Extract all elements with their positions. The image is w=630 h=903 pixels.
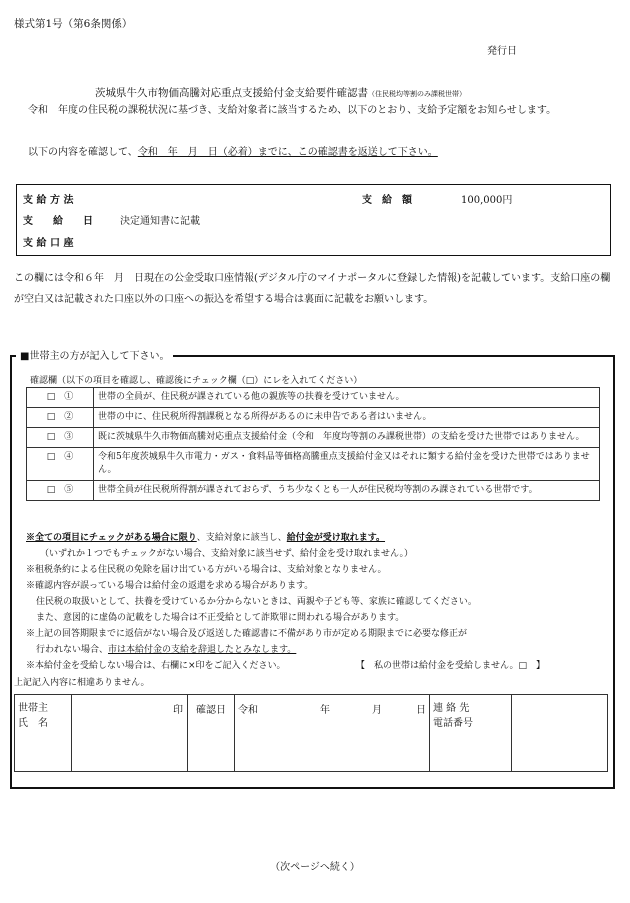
next-page-notice: （次ページへ続く） (270, 862, 360, 873)
note-fraud: また、意図的に虚偽の記載をした場合は不正受給として詐欺罪に問われる場合があります。 (36, 613, 405, 623)
phone-field[interactable] (512, 695, 608, 772)
return-deadline-prefix: 以下の内容を確認して、 (28, 147, 138, 158)
decline-checkbox[interactable]: 【 私の世帯は給付金を受給しません。□ 】 (356, 661, 546, 671)
note-eligibility-mid: 、支給対象に該当し、 (196, 533, 287, 543)
check-text: 既に茨城県牛久市物価高騰対応重点支援給付金（令和 年度均等割のみ課税世帯）の支給を受けた世帯ではありません。 (94, 428, 600, 448)
note-dependents: 住民税の取扱いとして、扶養を受けているか分からないときは、両親や子ども等、家族に確認してください。 (36, 597, 477, 607)
payment-method-label: 支 給 方 法 (23, 195, 74, 206)
return-deadline-line (28, 143, 438, 158)
check-text: 世帯の全員が、住民税が課されている他の親族等の扶養を受けていません。 (94, 388, 600, 408)
month-field[interactable]: 月 (333, 695, 385, 772)
head-name-label: 世帯主 氏 名 (15, 695, 72, 772)
payment-amount-label: 支 給 額 (362, 195, 412, 206)
title-note: （住民税均等割のみ課税世帯） (368, 90, 466, 98)
note-refund: ※確認内容が誤っている場合は給付金の返還を求める場合があります。 (26, 581, 314, 591)
checkbox[interactable]: □ ⑤ (27, 481, 94, 501)
check-row[interactable] (27, 388, 600, 408)
check-section-title: 確認欄（以下の項目を確認し、確認後にチェック欄（□）にレを入れてください） (30, 376, 363, 386)
era-label: 令和 (235, 695, 278, 772)
account-note: この欄には令和６年 月 日現在の公金受取口座情報(デジタル庁のマイナポータルに登録した情報)を記載しています。支給口座の欄が空白又は記載された口座以外の口座への振込を希望する場合は裏面に記載をお願いします。 (14, 273, 611, 305)
check-row[interactable] (27, 448, 600, 481)
note-withdraw-underlined: 市は本給付金の支給を辞退したとみなします。 (108, 645, 297, 655)
checkbox[interactable]: □ ④ (27, 448, 94, 481)
payment-account-label: 支 給 口 座 (23, 238, 74, 249)
note-withdraw-pre: 行われない場合、 (36, 645, 109, 655)
signature-table (14, 694, 608, 772)
check-table (26, 387, 600, 501)
contact-label: 連 絡 先 電話番号 (430, 695, 512, 772)
check-row[interactable] (27, 408, 600, 428)
check-text: 令和5年度茨城県牛久市電力・ガス・食料品等価格高騰重点支援給付金又はそれに類する給付金を受けた世帯ではありません。 (94, 448, 600, 481)
note-ineligible: （いずれか１つでもチェックがない場合、支給対象に該当せず、給付金を受け取れません。） (40, 549, 414, 559)
confirm-date-label: 確認日 (188, 695, 235, 772)
check-row[interactable] (27, 428, 600, 448)
note-deadline: ※上記の回答期限までに返信がない場合及び返送した確認書に不備があり市が定める期限までに必要な修正が (26, 629, 468, 639)
seal-label: 印 (173, 705, 183, 716)
payment-info-box (16, 184, 611, 256)
check-text: 世帯の中に、住民税所得割課税となる所得があるのに未申告である者はいません。 (94, 408, 600, 428)
note-eligibility (26, 530, 606, 546)
payment-date-label: 支 給 日 (23, 216, 93, 227)
document-title (95, 85, 466, 100)
check-row[interactable] (27, 481, 600, 501)
year-field[interactable]: 年 (277, 695, 333, 772)
day-field[interactable]: 日 (385, 695, 430, 772)
note-eligibility-end: 給付金が受け取れます。 (286, 533, 386, 543)
title-text: 茨城県牛久市物価高騰対応重点支援給付金支給要件確認書 (95, 87, 368, 99)
return-deadline: 令和 年 月 日（必着）までに、この確認書を返送して下さい。 (137, 147, 438, 158)
payment-amount-value: 100,000円 (461, 195, 513, 206)
check-text: 世帯全員が住民税所得割が課されておらず、うち少なくとも一人が住民税均等割のみ課されている世帯です。 (94, 481, 600, 501)
checkbox[interactable]: □ ② (27, 408, 94, 428)
household-section-legend: ■世帯主の方が記入して下さい。 (16, 347, 173, 362)
agreement-text: 上記記入内容に相違ありません。 (14, 678, 150, 688)
note-tax-treaty: ※租税条約による住民税の免除を届け出ている方がいる場合は、支給対象となりません。 (26, 565, 387, 575)
checkbox[interactable]: □ ③ (27, 428, 94, 448)
head-name-field[interactable] (72, 695, 188, 772)
checkbox[interactable]: □ ① (27, 388, 94, 408)
note-withdraw (36, 642, 616, 658)
note-eligibility-bold: ※全ての項目にチェックがある場合に限り (26, 533, 197, 543)
form-number: 様式第1号（第6条関係） (14, 18, 133, 30)
note-decline: ※本給付金を受給しない場合は、右欄に×印をご記入ください。 (26, 661, 286, 671)
payment-date-value: 決定通知書に記載 (120, 216, 200, 227)
intro-paragraph: 令和 年度の住民税の課税状況に基づき、支給対象者に該当するため、以下のとおり、支給予定額をお知らせします。 (28, 105, 557, 116)
issue-date-label: 発行日 (487, 46, 517, 57)
